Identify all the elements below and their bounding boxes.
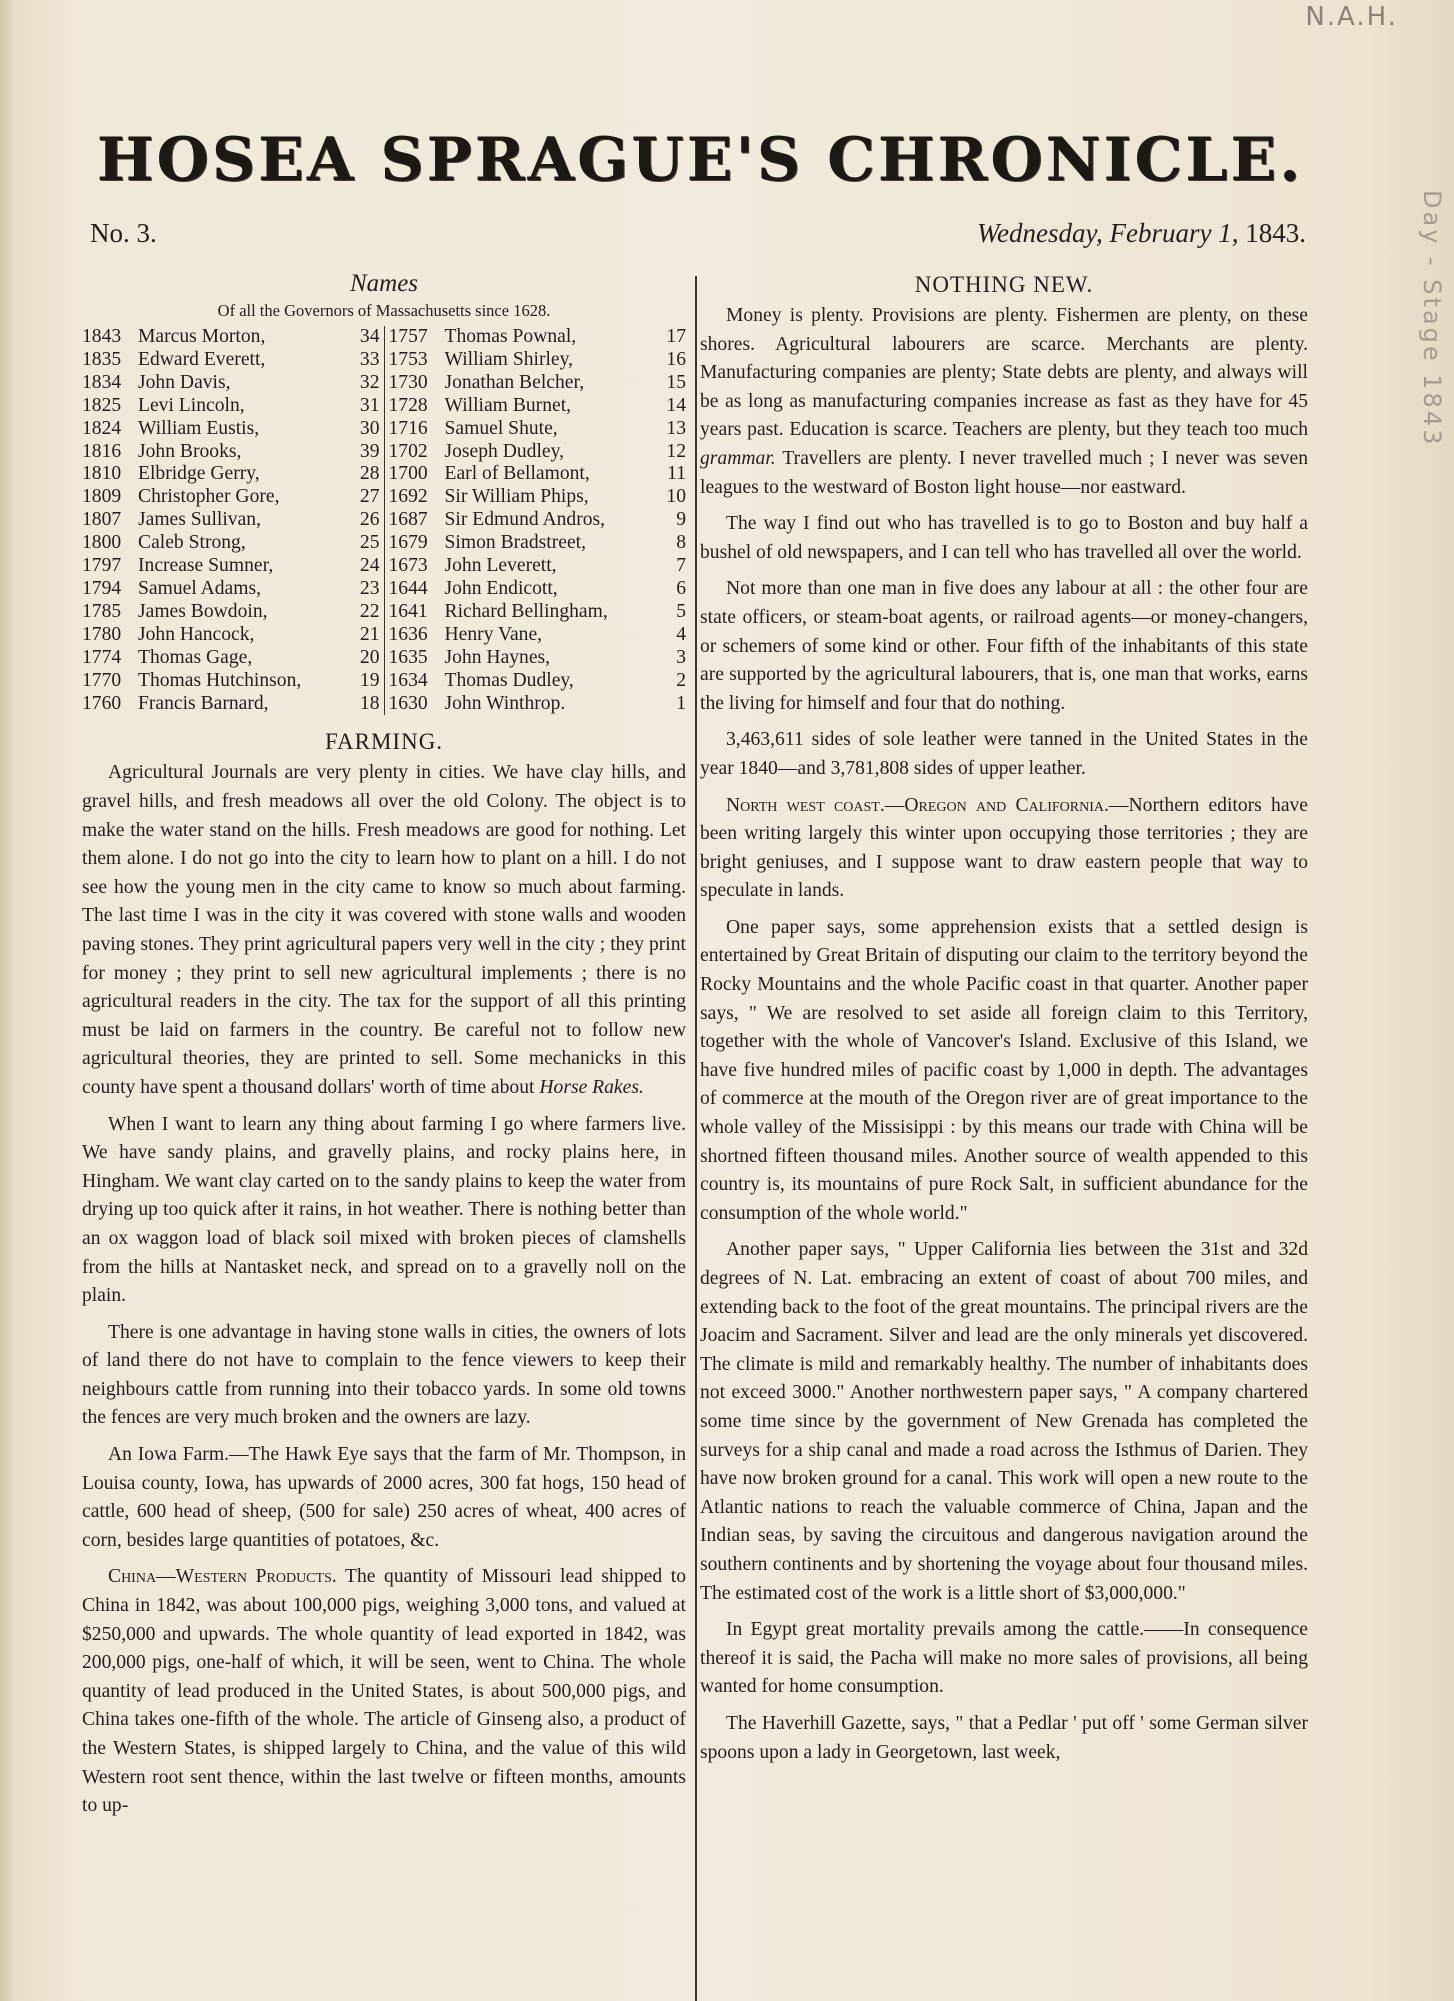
governor-name: John Leverett, (444, 555, 557, 577)
governor-year: 1807 (82, 509, 122, 531)
governor-row (389, 601, 687, 624)
governor-number: 15 (666, 371, 686, 393)
governor-row (389, 463, 687, 486)
governor-year: 1753 (388, 348, 428, 370)
governor-row (82, 647, 380, 670)
governor-name: Marcus Morton, (138, 326, 266, 347)
governor-name: John Winthrop. (444, 692, 566, 714)
governor-year: 1634 (388, 669, 428, 691)
governor-number: 6 (676, 577, 686, 599)
governor-year: 1644 (388, 577, 428, 599)
issue-date-text: Wednesday, February 1, (977, 218, 1239, 248)
farming-paragraph-1 (82, 759, 686, 1102)
governor-year: 1630 (388, 692, 428, 714)
governor-number: 33 (359, 348, 380, 370)
governor-row (82, 509, 380, 532)
governor-number: 16 (666, 348, 686, 370)
governor-number: 5 (676, 600, 686, 622)
governor-name: William Shirley, (444, 348, 574, 370)
governor-year: 1834 (82, 371, 122, 393)
governor-number: 18 (359, 692, 380, 714)
oregon-lead: North west coast.—Oregon and California. (726, 794, 1109, 816)
british-claim-paragraph: One paper says, some apprehension exists that a settled design is entertained by Great Britain of disputing our claim to the territory beyond the Rocky Mountains and the whole Pacific coast in that quarter. Another paper says, " We are resolved to set aside all foreign claim to this Territory, together with the whole of Vancover's Island. Exclusive of this Island, we have five hundred miles of pacific coast by 1,000 in depth. The advantages of commerce at the mouth of the Oregon river are of great importance to the whole valley of the Missisippi : by this means our trade with China will be shortned fifteen thousand miles. Another source of wealth appended to this country is, its mountains of pure Rock Salt, in sufficient abundance for the consumption of the whole world." (700, 916, 1308, 1224)
governor-name: John Haynes, (444, 646, 551, 668)
column-rule (695, 276, 697, 2001)
egypt-paragraph: In Egypt great mortality prevails among the cattle.——In consequence thereof it is said, the Pacha will make no more sales of provisions, all being wanted for home consumption. (700, 1619, 1308, 1698)
governor-name: John Brooks, (138, 440, 242, 462)
governor-name: James Sullivan, (138, 509, 261, 531)
nothing-new-heading: NOTHING NEW. (914, 272, 1094, 297)
governor-name: John Endicott, (444, 577, 558, 599)
governor-row (82, 532, 380, 555)
governor-year: 1794 (82, 577, 122, 599)
governor-number: 20 (359, 646, 380, 668)
governor-number: 1 (676, 692, 686, 714)
governor-row (389, 349, 687, 372)
governor-year: 1702 (388, 440, 428, 462)
governor-row (82, 601, 380, 624)
governor-name: Levi Lincoln, (138, 394, 245, 416)
governor-year: 1728 (388, 394, 428, 416)
governor-number: 11 (667, 463, 686, 485)
governor-name: Earl of Bellamont, (444, 463, 590, 485)
governor-number: 12 (666, 440, 686, 462)
governor-year: 1692 (388, 486, 428, 508)
governor-year: 1816 (82, 440, 122, 462)
governor-year: 1835 (82, 348, 122, 370)
governor-number: 25 (359, 532, 380, 554)
governor-name: Simon Bradstreet, (444, 532, 586, 554)
governor-name: Sir Edmund Andros, (444, 509, 606, 531)
governor-name: Samuel Adams, (138, 577, 261, 599)
governor-row (82, 670, 380, 693)
issue-number: No. 3. (90, 218, 157, 248)
governor-row (389, 555, 687, 578)
governor-name: William Burnet, (444, 394, 572, 416)
oregon-paragraph (700, 792, 1308, 906)
governor-number: 14 (666, 394, 686, 416)
farming-p1-italic: Horse Rakes. (539, 1076, 644, 1098)
governor-year: 1730 (388, 371, 428, 393)
governor-number: 32 (359, 371, 380, 393)
governor-name: Sir William Phips, (444, 486, 589, 508)
governor-row (389, 647, 687, 670)
governor-year: 1716 (388, 417, 428, 439)
nothing-new-paragraph-2: The way I find out who has travelled is to go to Boston and buy half a bushel of old newspapers, and I can tell who has travelled all over the world. (700, 513, 1308, 563)
governor-number: 2 (676, 669, 686, 691)
margin-handwriting: Day - Stage 1843 (1418, 190, 1446, 448)
governor-year: 1800 (82, 532, 122, 554)
governor-year: 1770 (82, 669, 122, 691)
governor-name: Joseph Dudley, (444, 440, 565, 462)
governor-number: 13 (666, 417, 686, 439)
governor-year: 1673 (388, 555, 428, 577)
governor-year: 1757 (388, 326, 428, 347)
governor-name: Jonathan Belcher, (444, 371, 585, 393)
farming-heading: FARMING. (324, 729, 444, 755)
governor-number: 10 (666, 486, 686, 508)
governor-row (82, 555, 380, 578)
governor-row (389, 509, 687, 532)
governor-number: 9 (676, 509, 686, 531)
governor-name: Christopher Gore, (138, 486, 280, 508)
governor-year: 1785 (82, 600, 122, 622)
governor-name: John Davis, (138, 371, 231, 393)
governor-number: 3 (676, 646, 686, 668)
governor-row (389, 578, 687, 601)
governor-year: 1700 (388, 463, 428, 485)
california-paragraph: Another paper says, " Upper California lies between the 31st and 32d degrees of N. Lat. embracing an extent of coast of about 700 miles, and extending back to the foot of the great mountains. The principal rivers are the Joacim and Sacrament. Silver and lead are the only minerals yet discovered. The climate is mild and remarkably healthy. The number of inhabitants does not exceed 3000." Another northwestern paper says, " A company chartered some time since by the government of New Grenada has completed the surveys for a ship canal and made a road across the Isthmus of Darien. They have now broken ground for a canal. This work will open a new route to the Atlantic nations to reach the valuable commerce of China, Japan and the Indian seas, by saving the circuitous and dangerous navigation around the southern continents and by shortening the voyage about four thousand miles. The estimated cost of the work is a little short of $3,000,000." (700, 1239, 1308, 1604)
governor-number: 26 (359, 509, 380, 531)
nn-p1-italic: grammar. (700, 447, 776, 469)
governor-name: John Hancock, (138, 623, 255, 645)
iowa-farm-paragraph: An Iowa Farm.—The Hawk Eye says that the farm of Mr. Thompson, in Louisa county, Iowa, has upwards of 2000 acres, 300 fat hogs, 150 head of cattle, 600 head of sheep, (500 for sale) 250 acres of wheat, 400 acres of corn, besides large quantities of potatoes, &c. (82, 1444, 686, 1551)
governor-year: 1687 (388, 509, 428, 531)
governor-name: Samuel Shute, (444, 417, 558, 439)
governor-name: Henry Vane, (444, 623, 543, 645)
governor-year: 1760 (82, 692, 122, 714)
governor-row (82, 441, 380, 464)
governor-row (389, 670, 687, 693)
governor-row (82, 578, 380, 601)
governor-name: Francis Barnard, (138, 692, 269, 714)
governor-year: 1843 (82, 326, 122, 347)
governor-row (389, 532, 687, 555)
governor-name: Thomas Dudley, (444, 669, 574, 691)
names-subtitle: Of all the Governors of Massachusetts since 1628. (217, 301, 551, 320)
governor-number: 30 (359, 417, 380, 439)
governor-row (389, 693, 687, 716)
governor-name: Thomas Hutchinson, (138, 669, 302, 691)
governor-number: 7 (676, 555, 686, 577)
governor-row (389, 395, 687, 418)
governor-number: 21 (359, 623, 380, 645)
governor-row (389, 326, 687, 349)
nn-p1-text: Money is plenty. Provisions are plenty. Fishermen are plenty, on these shores. Agricultural labourers are scarce. Merchants are plenty. Manufacturing companies are plenty; State debts are plenty, and always will be as long as manufacturing companies increase as fast as they have for 45 years past. Education is scarce. Teachers are plenty, but they teach too much (700, 305, 1308, 441)
governor-name: Edward Everett, (138, 348, 266, 370)
governor-year: 1824 (82, 417, 122, 439)
governor-number: 39 (359, 440, 380, 462)
nothing-new-paragraph-3: Not more than one man in five does any labour at all : the other four are state officers, or steam-boat agents, or railroad agents—or money-changers, or schemers of some kind or other. Four fifth of the inhabitants of this state are supported by the agricultural labourers, that is, one man that works, earns the living for himself and four that do nothing. (700, 578, 1308, 714)
governor-number: 22 (359, 600, 380, 622)
governor-number: 23 (359, 577, 380, 599)
governor-name: James Bowdoin, (138, 600, 268, 622)
governors-list-left (82, 326, 385, 715)
governor-name: Elbridge Gerry, (138, 463, 260, 485)
haverhill-paragraph: The Haverhill Gazette, says, " that a Pedlar ' put off ' some German silver spoons upon a lady in Georgetown, last week, (700, 1712, 1308, 1763)
governor-number: 8 (676, 532, 686, 554)
farming-paragraph-2: When I want to learn any thing about farming I go where farmers live. We have sandy plains, and gravelly plains, and rocky plains here, in Hingham. We want clay carted on to the sandy plains to keep the water from drying up too quick after it rains, in hot weather. There is nothing better than an ox waggon load of black soil mixed with broken pieces of clamshells from the hills at Nantasket neck, and spread on to a gravelly noll on the plain. (82, 1113, 686, 1307)
left-column (82, 268, 686, 1829)
leather-paragraph: 3,463,611 sides of sole leather were tanned in the United States in the year 1840—and 3,781,808 sides of upper leather. (700, 729, 1308, 779)
china-text: The quantity of Missouri lead shipped to China in 1842, was about 100,000 pigs, weighing 3,000 tons, and valued at $250,000 and upwards. The whole quantity of lead exported in 1842, was 200,000 pigs, one-half of which, it will be seen, went to China. The whole quantity of lead produced in the United States, is about 500,000 pigs, and China takes one-fifth of the whole. The article of Ginseng also, a product of the Western States, is shipped largely to China, and the value of this wild Western root sent thence, within the last twelve or fifteen months, amounts to up- (82, 1566, 686, 1817)
governor-year: 1780 (82, 623, 122, 645)
governor-name: Thomas Gage, (138, 646, 253, 668)
governor-row (82, 349, 380, 372)
governor-name: Thomas Pownal, (444, 326, 577, 347)
governor-row (82, 418, 380, 441)
archive-mark: N.A.H. (1305, 2, 1398, 32)
governor-row (389, 624, 687, 647)
governor-row (389, 441, 687, 464)
governor-number: 4 (676, 623, 686, 645)
nothing-new-paragraph-1 (700, 302, 1308, 502)
governor-number: 19 (359, 669, 380, 691)
governor-row (82, 624, 380, 647)
governor-number: 28 (359, 463, 380, 485)
governor-number: 27 (359, 486, 380, 508)
nn-p1-tail: Travellers are plenty. I never travelled much ; I never was seven leagues to the westward of Boston light house—nor eastward. (700, 447, 1308, 498)
governor-year: 1809 (82, 486, 122, 508)
governor-row (389, 418, 687, 441)
governor-name: Richard Bellingham, (444, 600, 608, 622)
names-title: Names (349, 270, 419, 297)
governor-row (389, 372, 687, 395)
issue-date-year: 1843. (1245, 218, 1306, 248)
governor-row (82, 463, 380, 486)
governor-year: 1641 (388, 600, 428, 622)
governor-row (82, 486, 380, 509)
governor-number: 24 (359, 555, 380, 577)
governor-year: 1635 (388, 646, 428, 668)
governor-name: William Eustis, (138, 417, 260, 439)
china-lead: China—Western Products. (108, 1566, 337, 1588)
page-edge (0, 0, 14, 2001)
issue-date (977, 218, 1306, 249)
governor-row (82, 693, 380, 716)
governor-year: 1774 (82, 646, 122, 668)
governor-year: 1825 (82, 394, 122, 416)
governor-number: 17 (666, 326, 686, 347)
masthead-title: HOSEA SPRAGUE'S CHRONICLE. (96, 125, 1304, 195)
governor-row (82, 395, 380, 418)
governor-name: Caleb Strong, (138, 532, 246, 554)
farming-paragraph-3: There is one advantage in having stone walls in cities, the owners of lots of land there do not have to complain to the fence viewers to keep their neighbours cattle from running into their tobacco yards. In some old towns the fences are very much broken and the owners are lazy. (82, 1321, 686, 1429)
governors-list-right (385, 326, 687, 715)
governor-year: 1797 (82, 555, 122, 577)
governor-number: 31 (359, 394, 380, 416)
governor-row (82, 326, 380, 349)
governor-row (389, 486, 687, 509)
governor-year: 1636 (388, 623, 428, 645)
governor-name: Increase Sumner, (138, 555, 274, 577)
governor-year: 1810 (82, 463, 122, 485)
governors-table (82, 326, 686, 715)
china-products-paragraph (82, 1563, 686, 1820)
governor-year: 1679 (388, 532, 428, 554)
governor-number: 34 (359, 326, 380, 347)
farming-p1-text: Agricultural Journals are very plenty in cities. We have clay hills, and gravel hills, and fresh meadows all over the old Colony. The object is to make the water stand on the hills. Fresh meadows are good for nothing. Let them alone. I do not go into the city to learn how to plant on a hill. I do not see how the young men in the city came to know so much about farming. The last time I was in the city it was covered with stone walls and wooden paving stones. They print agricultural papers very well in the city ; they print for money ; they print to sell new agricultural implements ; there is no agricultural readers in the city. The tax for the support of all this printing must be laid on farmers in the country. Be careful not to follow new agricultural theories, they are printed to sell. Some mechanicks in this county have spent a thousand dollars' worth of time about (82, 762, 686, 1098)
right-column (700, 268, 1308, 1775)
oregon-text: —Northern editors have been writing largely this winter upon occupying those territories ; they are bright geniuses, and I suppose want to draw eastern people that way to speculate in lands. (700, 794, 1309, 902)
governor-row (82, 372, 380, 395)
